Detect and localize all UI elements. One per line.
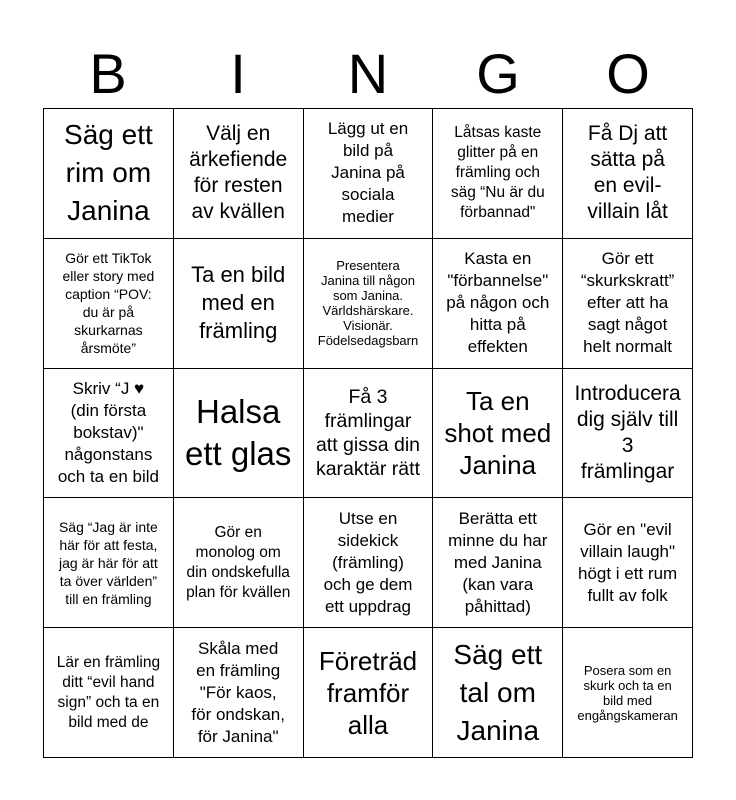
header-letter-b: B (89, 42, 127, 105)
header-letter-o: O (606, 42, 650, 105)
cell-text: Lägg ut en bild på Janina på sociala medier (327, 119, 409, 227)
bingo-cell-r4-c2[interactable] (174, 498, 304, 628)
bingo-cell-r2-c1[interactable] (44, 239, 174, 369)
bingo-cell-r5-c4[interactable] (433, 628, 563, 758)
cell-text: Få Dj att sätta på en evil- villain låt (587, 122, 668, 224)
bingo-cell-r5-c3[interactable] (304, 628, 434, 758)
bingo-cell-r5-c2[interactable] (174, 628, 304, 758)
bingo-cell-r5-c1[interactable] (44, 628, 174, 758)
cell-text: Ta en bild med en främling (191, 262, 286, 344)
header-letter-n: N (347, 42, 389, 105)
cell-text: Berätta ett minne du har med Janina (kan vara påhittad) (448, 508, 548, 616)
cell-text: Utse en sidekick (främling) och ge dem ett uppdrag (323, 508, 413, 616)
bingo-cell-r1-c3[interactable] (304, 109, 434, 239)
bingo-cell-r3-c3[interactable] (304, 369, 434, 499)
cell-text: Få 3 främlingar att gissa din karaktär rätt (315, 385, 421, 480)
cell-text: Skåla med en främling "För kaos, för ondskan, för Janina" (191, 638, 285, 746)
cell-text: Posera som en skurk och ta en bild med engångskameran (577, 662, 678, 723)
bingo-cell-r3-c5[interactable] (563, 369, 693, 499)
bingo-cell-r2-c5[interactable] (563, 239, 693, 369)
header-letter-g: G (476, 42, 520, 105)
bingo-cell-r1-c5[interactable] (563, 109, 693, 239)
cell-text: Introducera dig själv till 3 främlingar (574, 381, 681, 483)
cell-text: Ta en shot med Janina (444, 385, 552, 480)
cell-text: Säg ett tal om Janina (453, 638, 543, 746)
cell-text: Gör en "evil villain laugh" högt i ett rum fullt av folk (577, 519, 678, 605)
bingo-cell-r3-c1[interactable] (44, 369, 174, 499)
bingo-cell-r2-c4[interactable] (433, 239, 563, 369)
cell-text: Presentera Janina till någon som Janina. Världshärskare. Visionär. Födelsedagsbarn (317, 258, 419, 349)
bingo-grid (43, 108, 693, 758)
bingo-cell-r4-c4[interactable] (433, 498, 563, 628)
cell-text: Kasta en "förbannelse" på någon och hitta på effekten (446, 249, 550, 357)
cell-text: Säg “Jag är inte här för att festa, jag är här för att ta över världen” till en främling (58, 518, 158, 607)
bingo-cell-r4-c1[interactable] (44, 498, 174, 628)
cell-text: Gör ett TikTok eller story med caption “POV: du är på skurkarnas årsmöte” (62, 250, 155, 357)
bingo-cell-r1-c2[interactable] (174, 109, 304, 239)
bingo-cell-r3-c4[interactable] (433, 369, 563, 499)
cell-text: Låtsas kaste glitter på en främling och säg “Nu är du förbannad" (450, 124, 545, 222)
cell-text: Säg ett rim om Janina (64, 119, 153, 227)
bingo-cell-r3-c2[interactable] (174, 369, 304, 499)
cell-text: Företräd framför alla (318, 645, 418, 740)
bingo-cell-r1-c4[interactable] (433, 109, 563, 239)
bingo-cell-r1-c1[interactable] (44, 109, 174, 239)
cell-text: Skriv “J ♥ (din första bokstav)" någonstans och ta en bild (57, 378, 159, 486)
bingo-cell-r2-c3[interactable] (304, 239, 434, 369)
bingo-header (43, 40, 693, 108)
cell-text: Halsa ett glas (184, 392, 292, 472)
cell-text: Gör ett “skurkskratt” efter att ha sagt något helt normalt (580, 249, 675, 357)
bingo-cell-r4-c3[interactable] (304, 498, 434, 628)
header-letter-i: I (230, 42, 246, 105)
bingo-cell-r5-c5[interactable] (563, 628, 693, 758)
bingo-cell-r4-c5[interactable] (563, 498, 693, 628)
cell-text: Välj en ärkefiende för resten av kvällen (189, 122, 288, 224)
cell-text: Gör en monolog om din ondskefulla plan för kvällen (186, 523, 291, 601)
cell-text: Lär en främling ditt “evil hand sign” och ta en bild med de (56, 653, 161, 731)
bingo-cell-r2-c2[interactable] (174, 239, 304, 369)
